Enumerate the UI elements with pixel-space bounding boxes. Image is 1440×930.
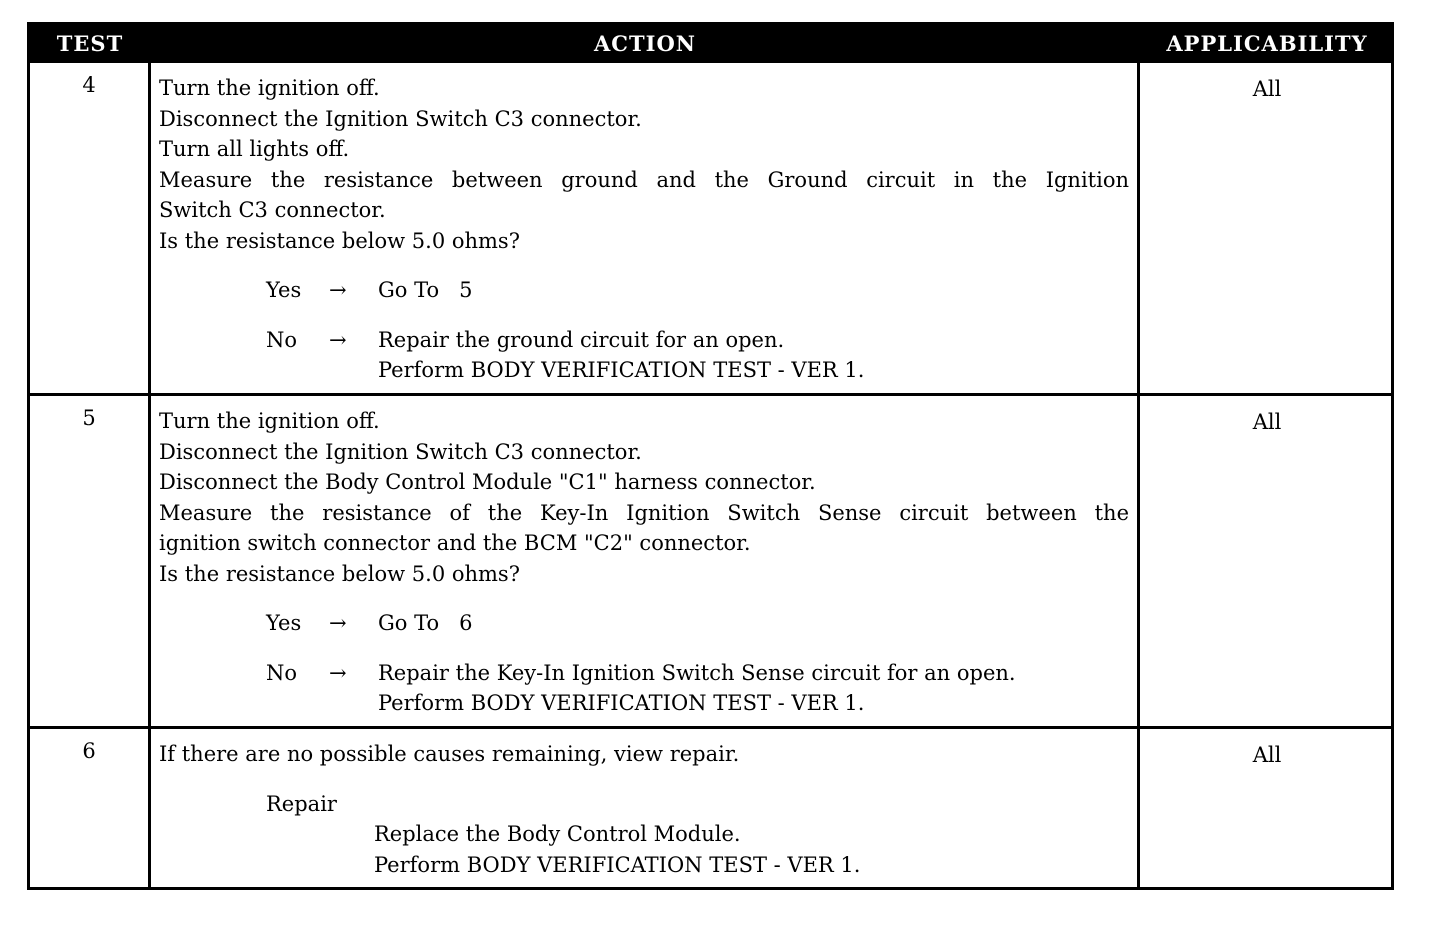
action-line: If there are no possible causes remaining, view repair. — [159, 742, 740, 766]
header-applicability: APPLICABILITY — [1166, 31, 1368, 56]
table-row — [30, 396, 1391, 726]
no-result-continued — [159, 688, 1129, 719]
no-label: No — [266, 660, 298, 685]
action-line: Disconnect the Body Control Module "C1" harness connector. — [159, 470, 816, 494]
action-cell — [159, 739, 1129, 880]
table-header — [30, 25, 1391, 63]
action-cell — [159, 73, 1129, 386]
test-number: 5 — [82, 406, 96, 430]
action-line: Is the resistance below 5.0 ohms? — [159, 228, 520, 253]
repair-line — [159, 850, 1129, 881]
header-test: TEST — [56, 31, 124, 56]
test-number: 6 — [82, 739, 96, 763]
action-line: Disconnect the Ignition Switch C3 connector. — [159, 106, 642, 131]
yes-label: Yes — [266, 278, 302, 302]
yes-branch — [159, 608, 1129, 639]
action-line: Turn the ignition off. — [159, 76, 380, 100]
repair-line-text: Perform BODY VERIFICATION TEST - VER 1. — [374, 852, 861, 877]
yes-result: Go To 5 — [378, 278, 473, 302]
no-result: Repair the Key-In Ignition Switch Sense circuit for an open. — [378, 660, 1016, 685]
table-row — [30, 63, 1391, 393]
no-label: No — [266, 327, 298, 352]
no-result-line-2: Perform BODY VERIFICATION TEST - VER 1. — [378, 691, 865, 715]
repair-line — [159, 819, 1129, 850]
header-action: ACTION — [594, 31, 696, 56]
action-line: Turn the ignition off. — [159, 409, 380, 433]
repair-label-text: Repair — [266, 791, 337, 816]
repair-line-text: Replace the Body Control Module. — [374, 822, 741, 846]
test-number: 4 — [82, 73, 96, 97]
yes-result: Go To 6 — [378, 611, 473, 635]
no-branch — [159, 325, 1129, 356]
no-branch — [159, 658, 1129, 689]
applicability-value: All — [1252, 410, 1282, 434]
action-line: Measure the resistance between ground and the Ground circuit in the Ignition — [159, 167, 1129, 192]
applicability-value: All — [1252, 743, 1282, 767]
yes-label: Yes — [266, 611, 302, 635]
action-line: Switch C3 connector. — [159, 198, 386, 222]
no-result-line-2: Perform BODY VERIFICATION TEST - VER 1. — [378, 358, 865, 382]
arrow-right-icon: → — [329, 327, 347, 352]
action-line: Turn all lights off. — [159, 137, 350, 161]
repair-label — [159, 789, 1129, 820]
yes-branch — [159, 275, 1129, 306]
no-result: Repair the ground circuit for an open. — [378, 327, 785, 352]
arrow-right-icon: → — [329, 660, 347, 685]
action-cell — [159, 406, 1129, 719]
action-line: Disconnect the Ignition Switch C3 connector. — [159, 439, 642, 464]
no-result-continued — [159, 355, 1129, 386]
arrow-right-icon: → — [329, 611, 347, 635]
table-row — [30, 729, 1391, 887]
action-line: ignition switch connector and the BCM "C2" connector. — [159, 531, 751, 555]
applicability-value: All — [1252, 77, 1282, 101]
diagnostic-test-table — [27, 22, 1394, 890]
arrow-right-icon: → — [329, 278, 347, 302]
action-line: Is the resistance below 5.0 ohms? — [159, 561, 520, 586]
action-line: Measure the resistance of the Key-In Ignition Switch Sense circuit between the — [159, 500, 1129, 525]
